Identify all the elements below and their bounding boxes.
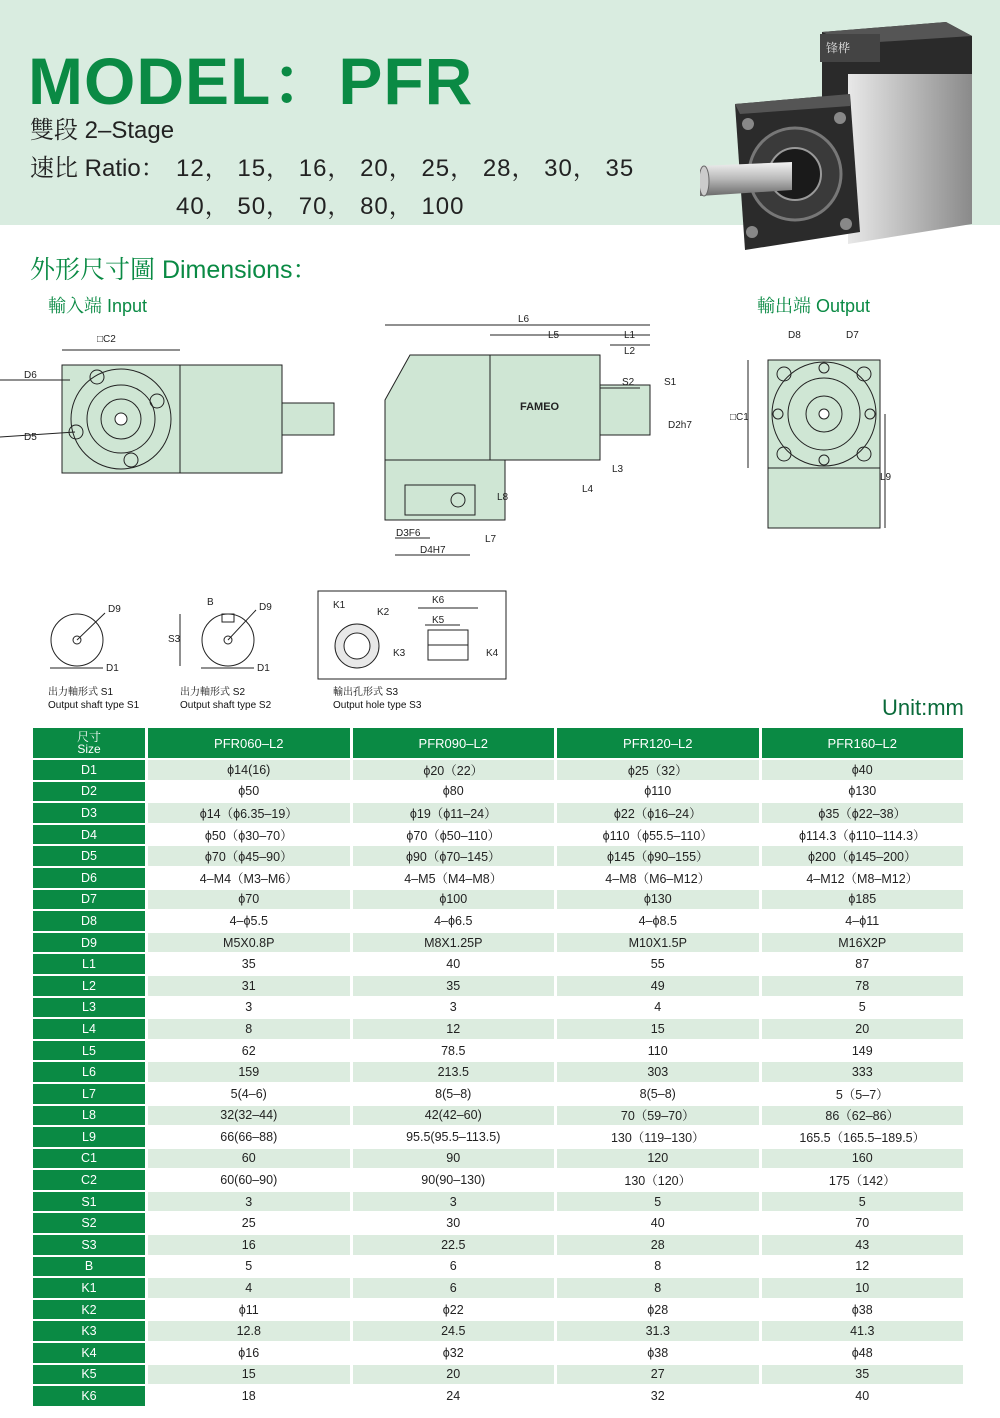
table-cell: 4–ϕ5.5 <box>148 911 350 931</box>
table-cell: ϕ11 <box>148 1300 350 1320</box>
table-cell: 90 <box>353 1149 555 1169</box>
shaft-type-s2-en: Output shaft type S2 <box>180 700 272 711</box>
table-cell: 4–ϕ8.5 <box>557 911 759 931</box>
table-cell: 22.5 <box>353 1235 555 1255</box>
table-cell: 55 <box>557 954 759 974</box>
table-cell: 6 <box>353 1257 555 1277</box>
hole-type-s3-drawing <box>318 591 506 679</box>
table-row <box>33 1257 963 1277</box>
table-cell: ϕ110（ϕ55.5–110） <box>557 825 759 845</box>
table-cell: 66(66–88) <box>148 1127 350 1147</box>
table-cell: ϕ145（ϕ90–155） <box>557 846 759 866</box>
label-k4: K4 <box>486 648 499 659</box>
table-cell: 175（142） <box>762 1170 964 1190</box>
table-cell: 49 <box>557 976 759 996</box>
brand-mark: FAMEO <box>520 401 560 413</box>
table-cell: 30 <box>353 1213 555 1233</box>
shaft-type-s1-en: Output shaft type S1 <box>48 700 140 711</box>
output-view-drawing <box>748 360 885 528</box>
label-d9-s1: D9 <box>108 604 121 615</box>
table-cell: 12 <box>353 1019 555 1039</box>
table-cell: 62 <box>148 1041 350 1061</box>
table-cell: 40 <box>762 1386 964 1406</box>
table-cell: ϕ35（ϕ22–38） <box>762 803 964 823</box>
table-cell: M16X2P <box>762 933 964 953</box>
output-side-label: 輸出端 Output <box>757 296 871 316</box>
row-label: S2 <box>33 1213 145 1233</box>
table-cell: 5 <box>148 1257 350 1277</box>
table-row <box>33 1149 963 1169</box>
label-c1: □C1 <box>730 412 749 423</box>
table-cell: 165.5（165.5–189.5） <box>762 1127 964 1147</box>
table-cell: 32(32–44) <box>148 1106 350 1126</box>
row-label: L1 <box>33 954 145 974</box>
table-cell: 60 <box>148 1149 350 1169</box>
table-cell: 4–ϕ11 <box>762 911 964 931</box>
label-d5: D5 <box>24 432 37 443</box>
table-row <box>33 998 963 1018</box>
label-l9: L9 <box>880 472 892 483</box>
table-cell: ϕ70（ϕ50–110） <box>353 825 555 845</box>
table-cell: 20 <box>353 1365 555 1385</box>
ratio-values-line1: 12， 15， 16， 20， 25， 28， 30， 35 <box>176 155 635 182</box>
table-cell: ϕ14(16) <box>148 760 350 780</box>
table-cell: 60(60–90) <box>148 1170 350 1190</box>
label-s3: S3 <box>168 634 181 645</box>
table-cell: 5 <box>557 1192 759 1212</box>
label-l6: L6 <box>518 314 530 325</box>
table-cell: 8 <box>557 1278 759 1298</box>
table-cell: 35 <box>353 976 555 996</box>
row-label: K1 <box>33 1278 145 1298</box>
table-row <box>33 1084 963 1104</box>
label-k1: K1 <box>333 600 346 611</box>
table-cell: 8 <box>557 1257 759 1277</box>
row-label: K2 <box>33 1300 145 1320</box>
hole-type-s3-caption <box>333 686 421 712</box>
column-header: PFR120–L2 <box>557 728 759 758</box>
label-d4: D4H7 <box>420 545 446 556</box>
table-cell: 5 <box>762 1192 964 1212</box>
table-cell: 8 <box>148 1019 350 1039</box>
table-row <box>33 1192 963 1212</box>
table-cell: 90(90–130) <box>353 1170 555 1190</box>
table-cell: 16 <box>148 1235 350 1255</box>
row-label: D6 <box>33 868 145 888</box>
table-cell: ϕ100 <box>353 890 555 910</box>
label-d7: D7 <box>846 330 859 341</box>
row-label: L9 <box>33 1127 145 1147</box>
table-cell: ϕ50（ϕ30–70） <box>148 825 350 845</box>
row-label: L5 <box>33 1041 145 1061</box>
table-cell: 12 <box>762 1257 964 1277</box>
ratio-label: 速比 Ratio： <box>30 155 165 182</box>
label-l4: L4 <box>582 484 594 495</box>
table-row <box>33 976 963 996</box>
table-cell: ϕ38 <box>557 1343 759 1363</box>
table-cell: 78 <box>762 976 964 996</box>
table-row <box>33 1365 963 1385</box>
table-cell: ϕ130 <box>762 782 964 802</box>
label-l2: L2 <box>624 346 636 357</box>
label-l3: L3 <box>612 464 624 475</box>
label-d2: D2h7 <box>668 420 692 431</box>
row-label: D4 <box>33 825 145 845</box>
shaft-type-s2-cn: 出力軸形式 S2 <box>180 687 246 698</box>
label-s2: S2 <box>622 377 635 388</box>
table-row <box>33 1235 963 1255</box>
table-cell: 213.5 <box>353 1062 555 1082</box>
dimension-drawings <box>0 310 1000 730</box>
table-cell: 303 <box>557 1062 759 1082</box>
table-cell: 35 <box>148 954 350 974</box>
table-cell: 15 <box>557 1019 759 1039</box>
column-header: PFR090–L2 <box>353 728 555 758</box>
label-k5: K5 <box>432 615 445 626</box>
size-header-en: Size <box>77 742 101 756</box>
row-label: L2 <box>33 976 145 996</box>
table-row <box>33 1213 963 1233</box>
shaft-type-s1-drawing <box>50 613 105 668</box>
table-row <box>33 1321 963 1341</box>
row-label: D8 <box>33 911 145 931</box>
row-label: L6 <box>33 1062 145 1082</box>
table-cell: ϕ32 <box>353 1343 555 1363</box>
table-cell: ϕ185 <box>762 890 964 910</box>
table-header-row <box>33 728 963 758</box>
row-label: L4 <box>33 1019 145 1039</box>
table-cell: 32 <box>557 1386 759 1406</box>
table-cell: M5X0.8P <box>148 933 350 953</box>
label-l7: L7 <box>485 534 497 545</box>
column-header: PFR060–L2 <box>148 728 350 758</box>
shaft-type-s2-caption <box>180 686 271 712</box>
table-cell: 110 <box>557 1041 759 1061</box>
table-cell: 3 <box>353 998 555 1018</box>
row-label: C2 <box>33 1170 145 1190</box>
table-row <box>33 868 963 888</box>
table-cell: 10 <box>762 1278 964 1298</box>
shaft-type-s1-cn: 出力軸形式 S1 <box>48 687 114 698</box>
table-cell: 31.3 <box>557 1321 759 1341</box>
table-cell: 70 <box>762 1213 964 1233</box>
table-cell: 4–M8（M6–M12） <box>557 868 759 888</box>
table-cell: ϕ22（ϕ16–24） <box>557 803 759 823</box>
size-header <box>33 728 145 758</box>
label-l1: L1 <box>624 330 636 341</box>
input-view-drawing <box>0 350 334 473</box>
table-cell: 18 <box>148 1386 350 1406</box>
table-cell: 35 <box>762 1365 964 1385</box>
table-cell: 5（5–7） <box>762 1084 964 1104</box>
row-label: D5 <box>33 846 145 866</box>
table-cell: 40 <box>557 1213 759 1233</box>
table-cell: 4–ϕ6.5 <box>353 911 555 931</box>
label-d1-s2: D1 <box>257 663 270 674</box>
product-logo: 锋桦 <box>826 41 851 55</box>
row-label: B <box>33 1257 145 1277</box>
table-cell: 120 <box>557 1149 759 1169</box>
table-cell: 3 <box>148 1192 350 1212</box>
size-header-cn: 尺寸 <box>76 730 101 744</box>
table-row <box>33 1386 963 1406</box>
table-cell: 4 <box>148 1278 350 1298</box>
ratio-values-line2: 40， 50， 70， 80， 100 <box>176 193 465 220</box>
table-row <box>33 1278 963 1298</box>
table-cell: 78.5 <box>353 1041 555 1061</box>
unit-label: Unit:mm <box>882 695 964 720</box>
row-label: L8 <box>33 1106 145 1126</box>
label-d3: D3F6 <box>396 528 421 539</box>
label-d6: D6 <box>24 370 37 381</box>
row-label: D2 <box>33 782 145 802</box>
row-label: K4 <box>33 1343 145 1363</box>
table-row <box>33 933 963 953</box>
table-cell: ϕ130 <box>557 890 759 910</box>
label-s1: S1 <box>664 377 677 388</box>
table-cell: M8X1.25P <box>353 933 555 953</box>
row-label: S1 <box>33 1192 145 1212</box>
row-label: L3 <box>33 998 145 1018</box>
table-cell: 24.5 <box>353 1321 555 1341</box>
table-cell: 24 <box>353 1386 555 1406</box>
table-cell: 43 <box>762 1235 964 1255</box>
row-label: D3 <box>33 803 145 823</box>
table-cell: 130（120） <box>557 1170 759 1190</box>
table-row <box>33 954 963 974</box>
label-d8: D8 <box>788 330 801 341</box>
table-cell: 15 <box>148 1365 350 1385</box>
gearbox-product-image <box>700 14 980 254</box>
table-cell: 86（62–86） <box>762 1106 964 1126</box>
table-cell: 4–M4（M3–M6） <box>148 868 350 888</box>
table-cell: 5(4–6) <box>148 1084 350 1104</box>
table-cell: 70（59–70） <box>557 1106 759 1126</box>
shaft-type-s1-caption <box>48 686 139 712</box>
table-cell: 3 <box>148 998 350 1018</box>
table-cell: 41.3 <box>762 1321 964 1341</box>
table-cell: 8(5–8) <box>557 1084 759 1104</box>
model-title: MODEL：PFR <box>28 44 474 118</box>
label-k2: K2 <box>377 607 390 618</box>
table-cell: 130（119–130） <box>557 1127 759 1147</box>
table-cell: ϕ14（ϕ6.35–19） <box>148 803 350 823</box>
table-cell: 6 <box>353 1278 555 1298</box>
row-label: D7 <box>33 890 145 910</box>
table-cell: 4 <box>557 998 759 1018</box>
table-cell: ϕ80 <box>353 782 555 802</box>
row-label: C1 <box>33 1149 145 1169</box>
table-cell: ϕ48 <box>762 1343 964 1363</box>
table-row <box>33 1343 963 1363</box>
side-view-drawing <box>385 325 650 555</box>
table-row <box>33 825 963 845</box>
table-cell: 31 <box>148 976 350 996</box>
table-cell: M10X1.5P <box>557 933 759 953</box>
table-row <box>33 1127 963 1147</box>
table-row <box>33 1300 963 1320</box>
label-d1-s1: D1 <box>106 663 119 674</box>
row-label: D9 <box>33 933 145 953</box>
row-label: K3 <box>33 1321 145 1341</box>
table-cell: ϕ70 <box>148 890 350 910</box>
spec-table <box>30 726 966 1408</box>
table-cell: 27 <box>557 1365 759 1385</box>
table-row <box>33 1170 963 1190</box>
table-row <box>33 911 963 931</box>
table-row <box>33 1106 963 1126</box>
table-cell: 40 <box>353 954 555 974</box>
table-cell: ϕ20（22） <box>353 760 555 780</box>
table-cell: 42(42–60) <box>353 1106 555 1126</box>
table-cell: ϕ19（ϕ11–24） <box>353 803 555 823</box>
label-l8: L8 <box>497 492 509 503</box>
spec-table-body <box>33 760 963 1406</box>
label-l5: L5 <box>548 330 560 341</box>
table-cell: 95.5(95.5–113.5) <box>353 1127 555 1147</box>
table-row <box>33 846 963 866</box>
hole-type-s3-cn: 輸出孔形式 S3 <box>333 687 399 698</box>
table-cell: 3 <box>353 1192 555 1212</box>
row-label: K6 <box>33 1386 145 1406</box>
stage-text: 雙段 2–Stage <box>30 117 175 144</box>
row-label: D1 <box>33 760 145 780</box>
table-cell: ϕ70（ϕ45–90） <box>148 846 350 866</box>
table-cell: ϕ110 <box>557 782 759 802</box>
table-cell: ϕ22 <box>353 1300 555 1320</box>
table-cell: ϕ50 <box>148 782 350 802</box>
table-cell: 159 <box>148 1062 350 1082</box>
table-row <box>33 803 963 823</box>
table-cell: 28 <box>557 1235 759 1255</box>
table-cell: 87 <box>762 954 964 974</box>
row-label: K5 <box>33 1365 145 1385</box>
table-cell: ϕ28 <box>557 1300 759 1320</box>
table-cell: 8(5–8) <box>353 1084 555 1104</box>
table-row <box>33 1041 963 1061</box>
input-side-label: 輸入端 Input <box>48 296 148 316</box>
table-cell: ϕ114.3（ϕ110–114.3） <box>762 825 964 845</box>
hole-type-s3-en: Output hole type S3 <box>333 700 422 711</box>
table-cell: ϕ16 <box>148 1343 350 1363</box>
row-label: L7 <box>33 1084 145 1104</box>
label-k3: K3 <box>393 648 406 659</box>
table-row <box>33 1019 963 1039</box>
column-header: PFR160–L2 <box>762 728 964 758</box>
table-cell: ϕ200（ϕ145–200） <box>762 846 964 866</box>
shaft-type-s2-drawing <box>180 610 256 668</box>
table-row <box>33 890 963 910</box>
table-cell: 333 <box>762 1062 964 1082</box>
table-cell: 25 <box>148 1213 350 1233</box>
row-label: S3 <box>33 1235 145 1255</box>
table-cell: ϕ38 <box>762 1300 964 1320</box>
label-k6: K6 <box>432 595 445 606</box>
dimensions-title: 外形尺寸圖 Dimensions： <box>30 256 318 284</box>
table-cell: 12.8 <box>148 1321 350 1341</box>
table-cell: 149 <box>762 1041 964 1061</box>
table-row <box>33 760 963 780</box>
table-cell: 5 <box>762 998 964 1018</box>
table-cell: ϕ25（32） <box>557 760 759 780</box>
table-row <box>33 782 963 802</box>
label-c2: □C2 <box>97 334 116 345</box>
table-cell: 4–M12（M8–M12） <box>762 868 964 888</box>
table-cell: ϕ90（ϕ70–145） <box>353 846 555 866</box>
label-b: B <box>207 597 214 608</box>
table-cell: ϕ40 <box>762 760 964 780</box>
label-d9-s2: D9 <box>259 602 272 613</box>
table-cell: 160 <box>762 1149 964 1169</box>
table-cell: 4–M5（M4–M8） <box>353 868 555 888</box>
table-row <box>33 1062 963 1082</box>
table-cell: 20 <box>762 1019 964 1039</box>
